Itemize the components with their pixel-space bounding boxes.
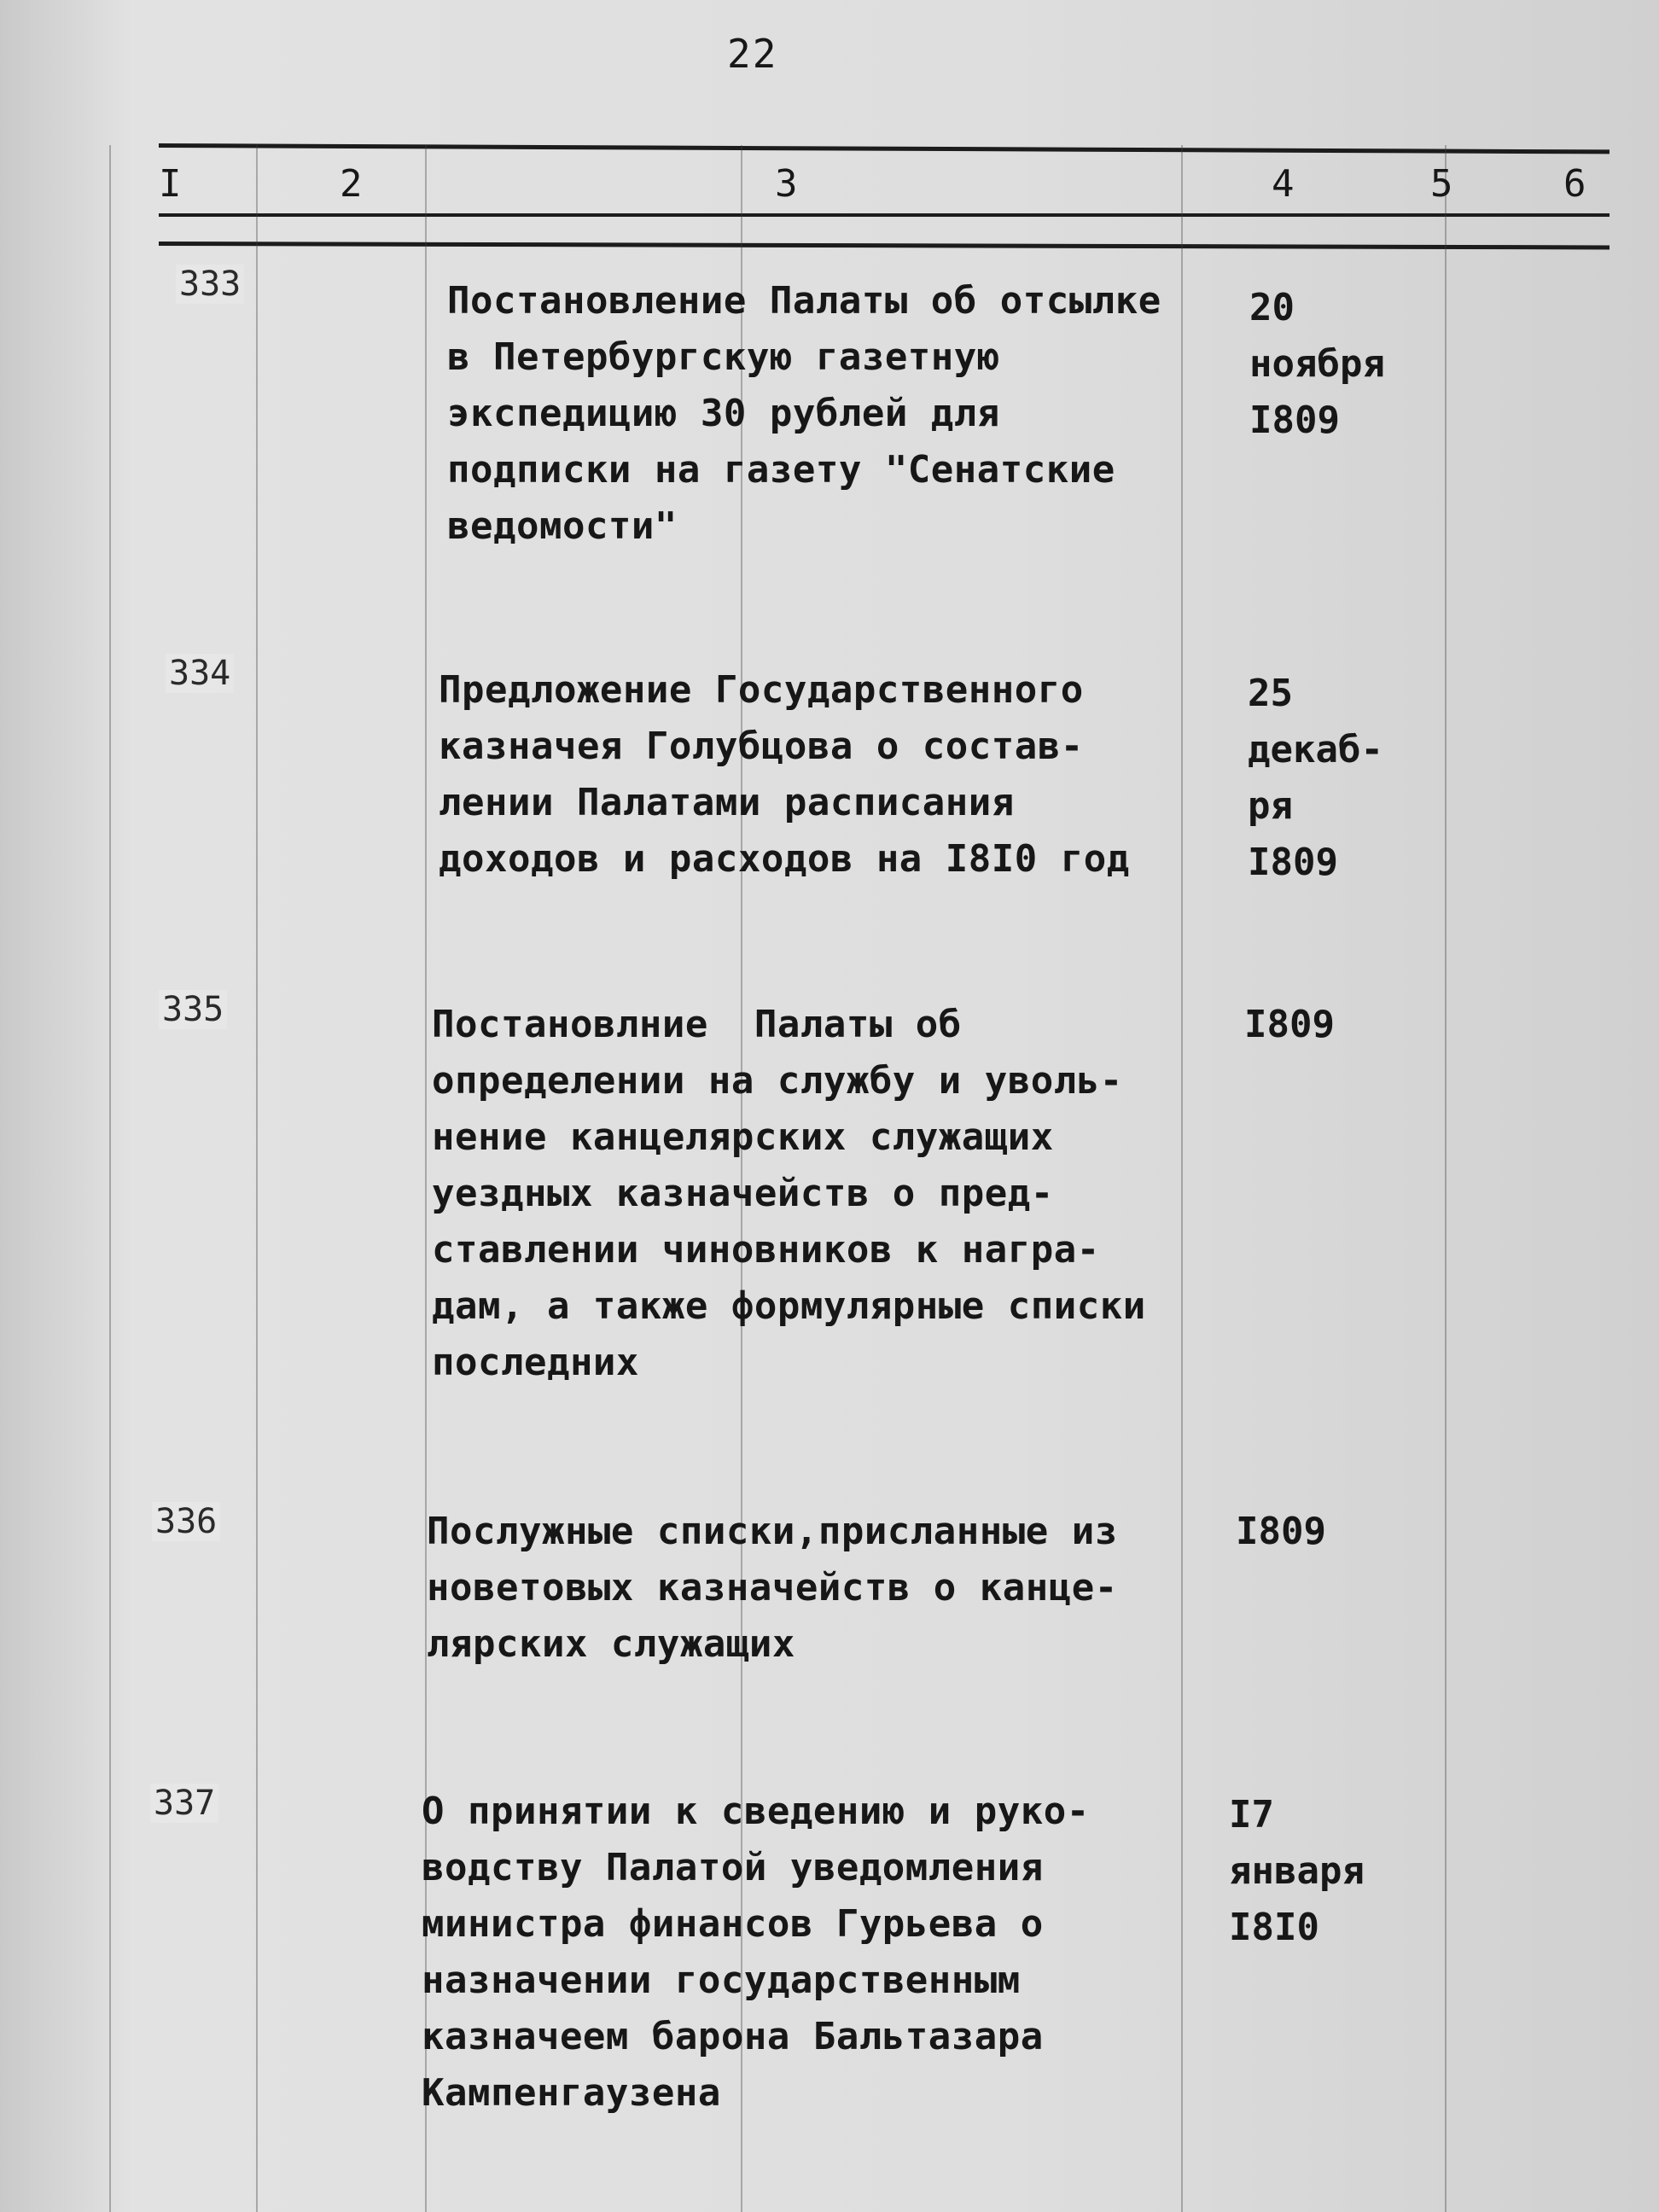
entry-description: Послужные списки,присланные из новетовых казначейств о канце- лярских служащих — [427, 1510, 1118, 1666]
table-top-rule — [159, 143, 1610, 154]
table-header-bottom-rule — [159, 242, 1610, 249]
column-divider — [1445, 145, 1447, 2212]
column-divider — [109, 145, 111, 2212]
entry-date: I7 января I8I0 — [1229, 1793, 1365, 1949]
entry-description: Предложение Государственного казначея Голубцова о состав- лении Палатами расписания доходов и расходов на I8I0 год — [439, 668, 1130, 881]
entry-date: 25 декаб- ря I809 — [1248, 672, 1383, 884]
entry-number: 336 — [152, 1502, 220, 1541]
column-header-6: 6 — [1563, 162, 1586, 206]
entry-date: 20 ноября I809 — [1249, 286, 1385, 442]
column-divider — [256, 145, 258, 2212]
entry-description: Постановлние Палаты об определении на службу и уволь- нение канцелярских служащих уездных казначейств о пред- ставлении чиновников к награ- дам, а также формулярные списки последних — [432, 1003, 1146, 1384]
table-header-rule — [159, 213, 1610, 217]
column-divider — [1181, 145, 1183, 2212]
column-header-4: 4 — [1272, 162, 1295, 206]
column-header-3: 3 — [775, 162, 798, 206]
entry-number: 337 — [150, 1784, 218, 1823]
column-header-1: I — [159, 162, 182, 206]
entry-number: 334 — [166, 654, 234, 693]
entry-description: О принятии к сведению и руко- водству Палатой уведомления министра финансов Гурьева о назначении государственным казначеем барона Бальтазара Кампенгаузена — [422, 1790, 1090, 2115]
entry-date: I809 — [1236, 1510, 1326, 1553]
entry-number: 333 — [176, 265, 244, 304]
column-header-2: 2 — [340, 162, 363, 206]
entry-number: 335 — [159, 990, 227, 1029]
page-number: 22 — [727, 31, 778, 77]
entry-date: I809 — [1244, 1003, 1335, 1046]
column-header-5: 5 — [1430, 162, 1453, 206]
entry-description: Постановление Палаты об отсылке в Петербургскую газетную экспедицию 30 рублей для подписки на газету "Сенатские ведомости" — [447, 279, 1161, 548]
